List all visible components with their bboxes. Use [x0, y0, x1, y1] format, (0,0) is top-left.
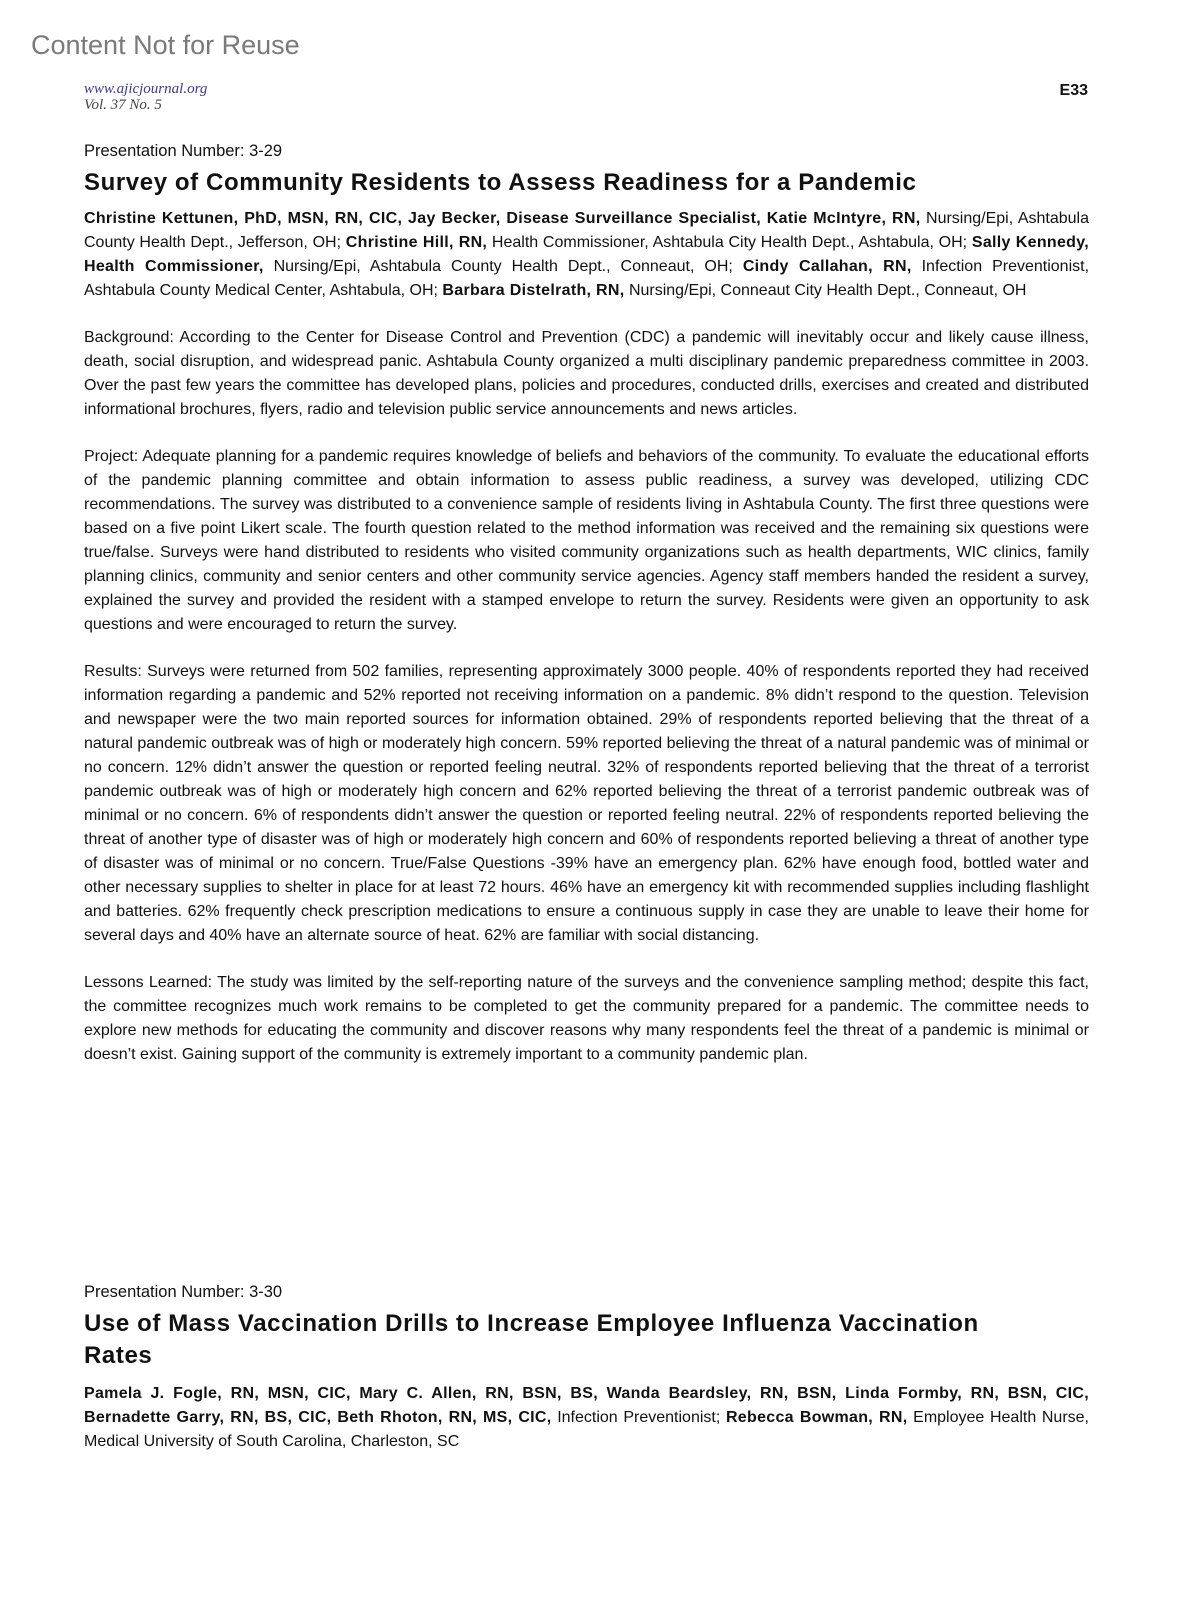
- author-affiliation: Nursing/Epi, Ashtabula County Health Dept., Conneaut, OH;: [263, 258, 743, 275]
- presentation-number: Presentation Number: 3-30: [84, 1283, 283, 1301]
- author-list: [84, 207, 1089, 303]
- author-name: Pamela J. Fogle, RN, MSN, CIC, Mary C. Allen, RN, BSN, BS, Wanda Beardsley, RN, BSN, Linda Formby, RN, BSN, CIC, Bernadette Garry, RN, BS, CIC, Beth Rhoton, RN, MS, CIC,: [84, 1385, 1089, 1426]
- author-name: Christine Kettunen, PhD, MSN, RN, CIC, Jay Becker, Disease Surveillance Specialist, Katie McIntyre, RN,: [84, 210, 921, 227]
- project-paragraph: Project: Adequate planning for a pandemic requires knowledge of beliefs and behaviors of the community. To evaluate the educational efforts of the pandemic planning committee and obtain information to assess public readiness, a survey was developed, utilizing CDC recommendations. The survey was distributed to a convenience sample of residents living in Ashtabula County. The first three questions were based on a five point Likert scale. The fourth question related to the method information was received and the remaining six questions were true/false. Surveys were hand distributed to residents who visited community organizations such as health departments, WIC clinics, family planning clinics, community and senior centers and other community service agencies. Agency staff members handed the resident a survey, explained the survey and provided the resident with a stamped envelope to return the survey. Residents were given an opportunity to ask questions and were encouraged to return the survey.: [84, 448, 1089, 633]
- author-name: Rebecca Bowman, RN,: [725, 1409, 908, 1426]
- page-number: E33: [1059, 82, 1088, 99]
- presentation-number: Presentation Number: 3-29: [84, 142, 283, 160]
- author-name: Cindy Callahan, RN,: [742, 258, 912, 275]
- author-name: Barbara Distelrath, RN,: [442, 282, 625, 299]
- background-paragraph: Background: According to the Center for Disease Control and Prevention (CDC) a pandemic will inevitably occur and likely cause illness, death, social disruption, and widespread panic. Ashtabula County organized a multi disciplinary pandemic preparedness committee in 2003. Over the past few years the committee has developed plans, policies and procedures, conducted drills, exercises and created and distributed informational brochures, flyers, radio and television public service announcements and news articles.: [84, 329, 1089, 418]
- article-title: Survey of Community Residents to Assess Readiness for a Pandemic: [84, 169, 917, 196]
- author-list: [84, 1382, 1089, 1454]
- journal-url[interactable]: www.ajicjournal.org: [84, 81, 208, 97]
- journal-volume: Vol. 37 No. 5: [84, 97, 162, 113]
- author-affiliation: Nursing/Epi, Ashtabula County Health Dept., Jefferson, OH;: [84, 210, 1089, 251]
- author-affiliation: Health Commissioner, Ashtabula City Health Dept., Ashtabula, OH;: [487, 234, 972, 251]
- journal-header: [84, 81, 207, 113]
- lessons-learned-paragraph: Lessons Learned: The study was limited by the self-reporting nature of the surveys and the convenience sampling method; despite this fact, the committee recognizes much work remains to be completed to get the community prepared for a pandemic. The committee needs to explore new methods for educating the community and discover reasons why many respondents feel the threat of a pandemic is minimal or doesn’t exist. Gaining support of the community is extremely important to a community pandemic plan.: [84, 974, 1089, 1063]
- author-name: Christine Hill, RN,: [345, 234, 488, 251]
- watermark: Content Not for Reuse: [31, 30, 300, 60]
- article-3-30: [84, 1282, 1089, 1454]
- author-name: Sally Kennedy, Health Commissioner,: [84, 234, 1089, 275]
- article-title: Use of Mass Vaccination Drills to Increase Employee Influenza Vaccination Rates: [84, 1310, 979, 1369]
- article-3-29: [84, 141, 1089, 1067]
- author-affiliation: Nursing/Epi, Conneaut City Health Dept., Conneaut, OH: [624, 282, 1027, 299]
- author-affiliation: Infection Preventionist, Ashtabula County Medical Center, Ashtabula, OH;: [84, 258, 1090, 299]
- results-paragraph: Results: Surveys were returned from 502 families, representing approximately 3000 people. 40% of respondents reported they had received information regarding a pandemic and 52% reported not receiving information on a pandemic. 8% didn’t respond to the question. Television and newspaper were the two main reported sources for information obtained. 29% of respondents reported believing that the threat of a natural pandemic outbreak was of high or moderately high concern. 59% reported believing the threat of a natural pandemic was of minimal or no concern. 12% didn’t answer the question or reported feeling neutral. 32% of respondents reported believing that the threat of a terrorist pandemic outbreak was of high or moderately high concern and 62% reported believing the threat of a terrorist pandemic outbreak was of minimal or no concern. 6% of respondents didn’t answer the question or reported feeling neutral. 22% of respondents reported believing the threat of another type of disaster was of high or moderately high concern and 60% of respondents reported believing a threat of another type of disaster was of minimal or no concern. True/False Questions -39% have an emergency plan. 62% have enough food, bottled water and other necessary supplies to shelter in place for at least 72 hours. 46% have an emergency kit with recommended supplies including flashlight and batteries. 62% frequently check prescription medications to ensure a continuous supply in case they are unable to leave their home for several days and 40% have an alternate source of heat. 62% are familiar with social distancing.: [84, 663, 1090, 944]
- author-affiliation: Infection Preventionist;: [551, 1409, 726, 1426]
- author-affiliation: Employee Health Nurse, Medical University of South Carolina, Charleston, SC: [84, 1409, 1090, 1450]
